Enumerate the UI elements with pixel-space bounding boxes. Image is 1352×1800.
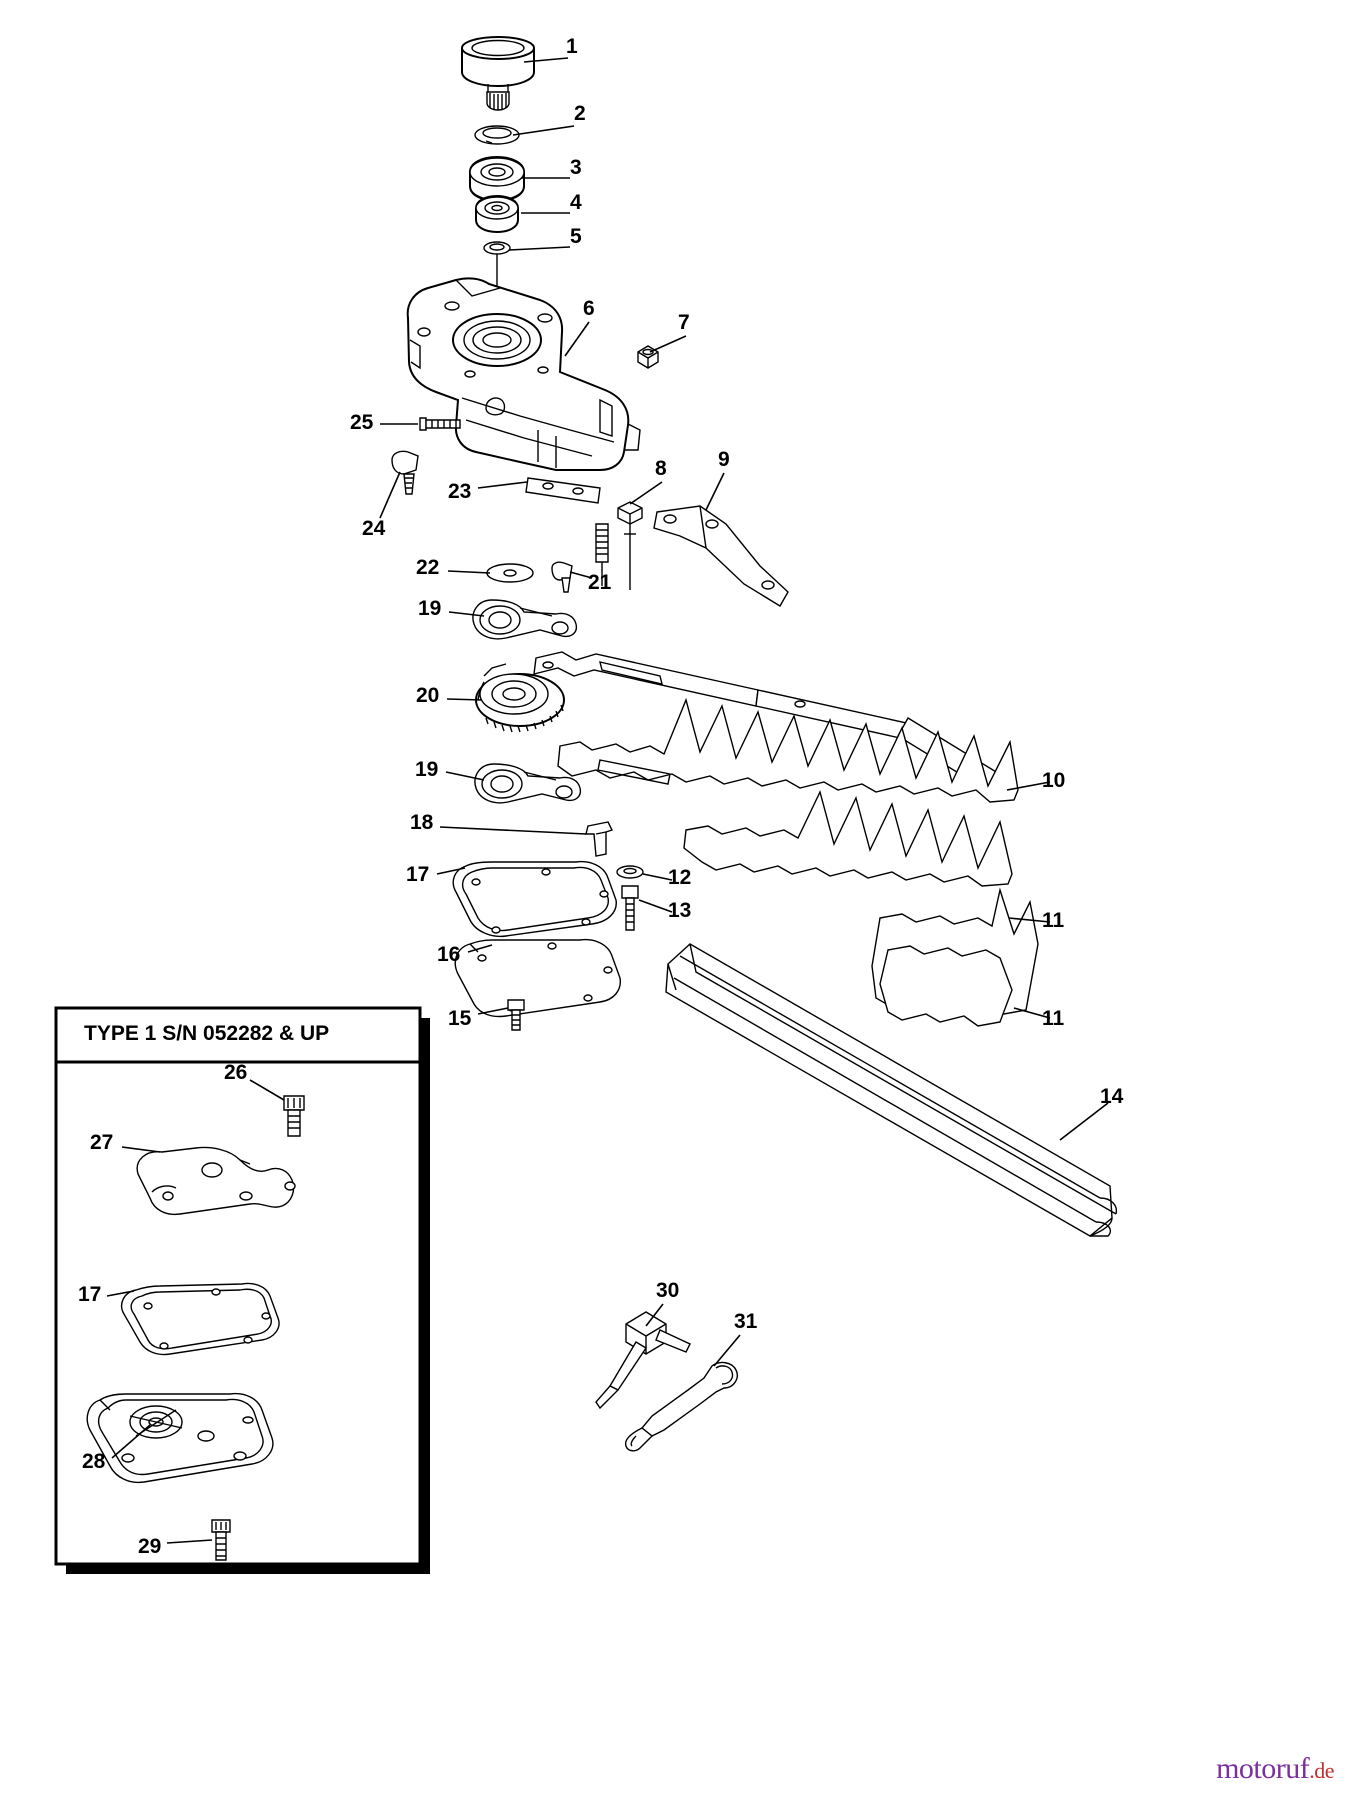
callout-29: 29	[138, 1535, 162, 1558]
part-8-bolt	[618, 502, 642, 590]
callout-21: 21	[588, 571, 612, 594]
part-20-gear	[476, 664, 564, 732]
callout-18: 18	[410, 811, 434, 834]
part-30-t-wrench	[596, 1312, 690, 1408]
callout-16: 16	[437, 943, 461, 966]
part-6-gear-housing	[408, 278, 640, 470]
callout-15: 15	[448, 1007, 472, 1030]
part-11-blade-mid	[684, 792, 1012, 886]
part-1-clutch-drum	[462, 37, 534, 110]
part-25-screw	[420, 418, 460, 430]
callout-25: 25	[350, 411, 374, 434]
inset-title: TYPE 1 S/N 052282 & UP	[84, 1022, 330, 1045]
part-9-arm	[654, 506, 788, 606]
callout-7: 7	[678, 311, 690, 334]
part-12-washer	[617, 866, 643, 878]
part-4-bearing	[476, 196, 518, 232]
part-24-screw	[392, 451, 418, 494]
blade-bar-upper	[534, 652, 758, 706]
callout-22: 22	[416, 556, 440, 579]
part-23-plate	[526, 478, 600, 503]
callout-13: 13	[668, 899, 692, 922]
part-17-gasket	[453, 862, 616, 937]
part-5-washer	[484, 242, 510, 254]
callout-19-upper: 19	[418, 597, 442, 620]
watermark-name: motoruf	[1216, 1752, 1310, 1785]
part-11-blade-lower	[872, 890, 1038, 1026]
watermark-tld: .de	[1309, 1758, 1334, 1783]
callout-20: 20	[416, 684, 440, 707]
part-21-screw	[552, 562, 572, 592]
part-3-bearing	[470, 157, 524, 201]
callout-11-lower: 11	[1042, 1007, 1065, 1030]
part-19-connecting-rod-upper	[473, 600, 576, 639]
callout-17-inset: 17	[78, 1283, 102, 1306]
blade-bar-upper-2	[756, 690, 920, 742]
callout-27: 27	[90, 1131, 114, 1154]
callout-12: 12	[668, 866, 692, 889]
callout-11: 11	[1042, 909, 1065, 932]
part-16-cover-plate	[455, 940, 620, 1017]
callout-3: 3	[570, 156, 582, 179]
callout-24: 24	[362, 517, 386, 540]
callout-6: 6	[583, 297, 595, 320]
callout-4: 4	[570, 191, 582, 214]
callout-14: 14	[1100, 1085, 1124, 1108]
part-31-wrench	[626, 1363, 738, 1451]
part-2-snap-ring	[475, 126, 519, 144]
part-22-washer	[487, 564, 533, 582]
part-13-bolt	[622, 886, 638, 930]
callout-26: 26	[224, 1061, 248, 1084]
callout-8: 8	[655, 457, 667, 480]
callout-9: 9	[718, 448, 730, 471]
callout-10: 10	[1042, 769, 1066, 792]
callout-23: 23	[448, 480, 472, 503]
callout-19-lower: 19	[415, 758, 439, 781]
callout-1: 1	[566, 35, 578, 58]
callout-2: 2	[574, 102, 586, 125]
part-18-clip	[586, 822, 612, 856]
callout-28: 28	[82, 1450, 106, 1473]
callout-5: 5	[570, 225, 582, 248]
callout-17: 17	[406, 863, 430, 886]
callout-30: 30	[656, 1279, 680, 1302]
callout-31: 31	[734, 1310, 758, 1333]
watermark	[1216, 1752, 1334, 1786]
